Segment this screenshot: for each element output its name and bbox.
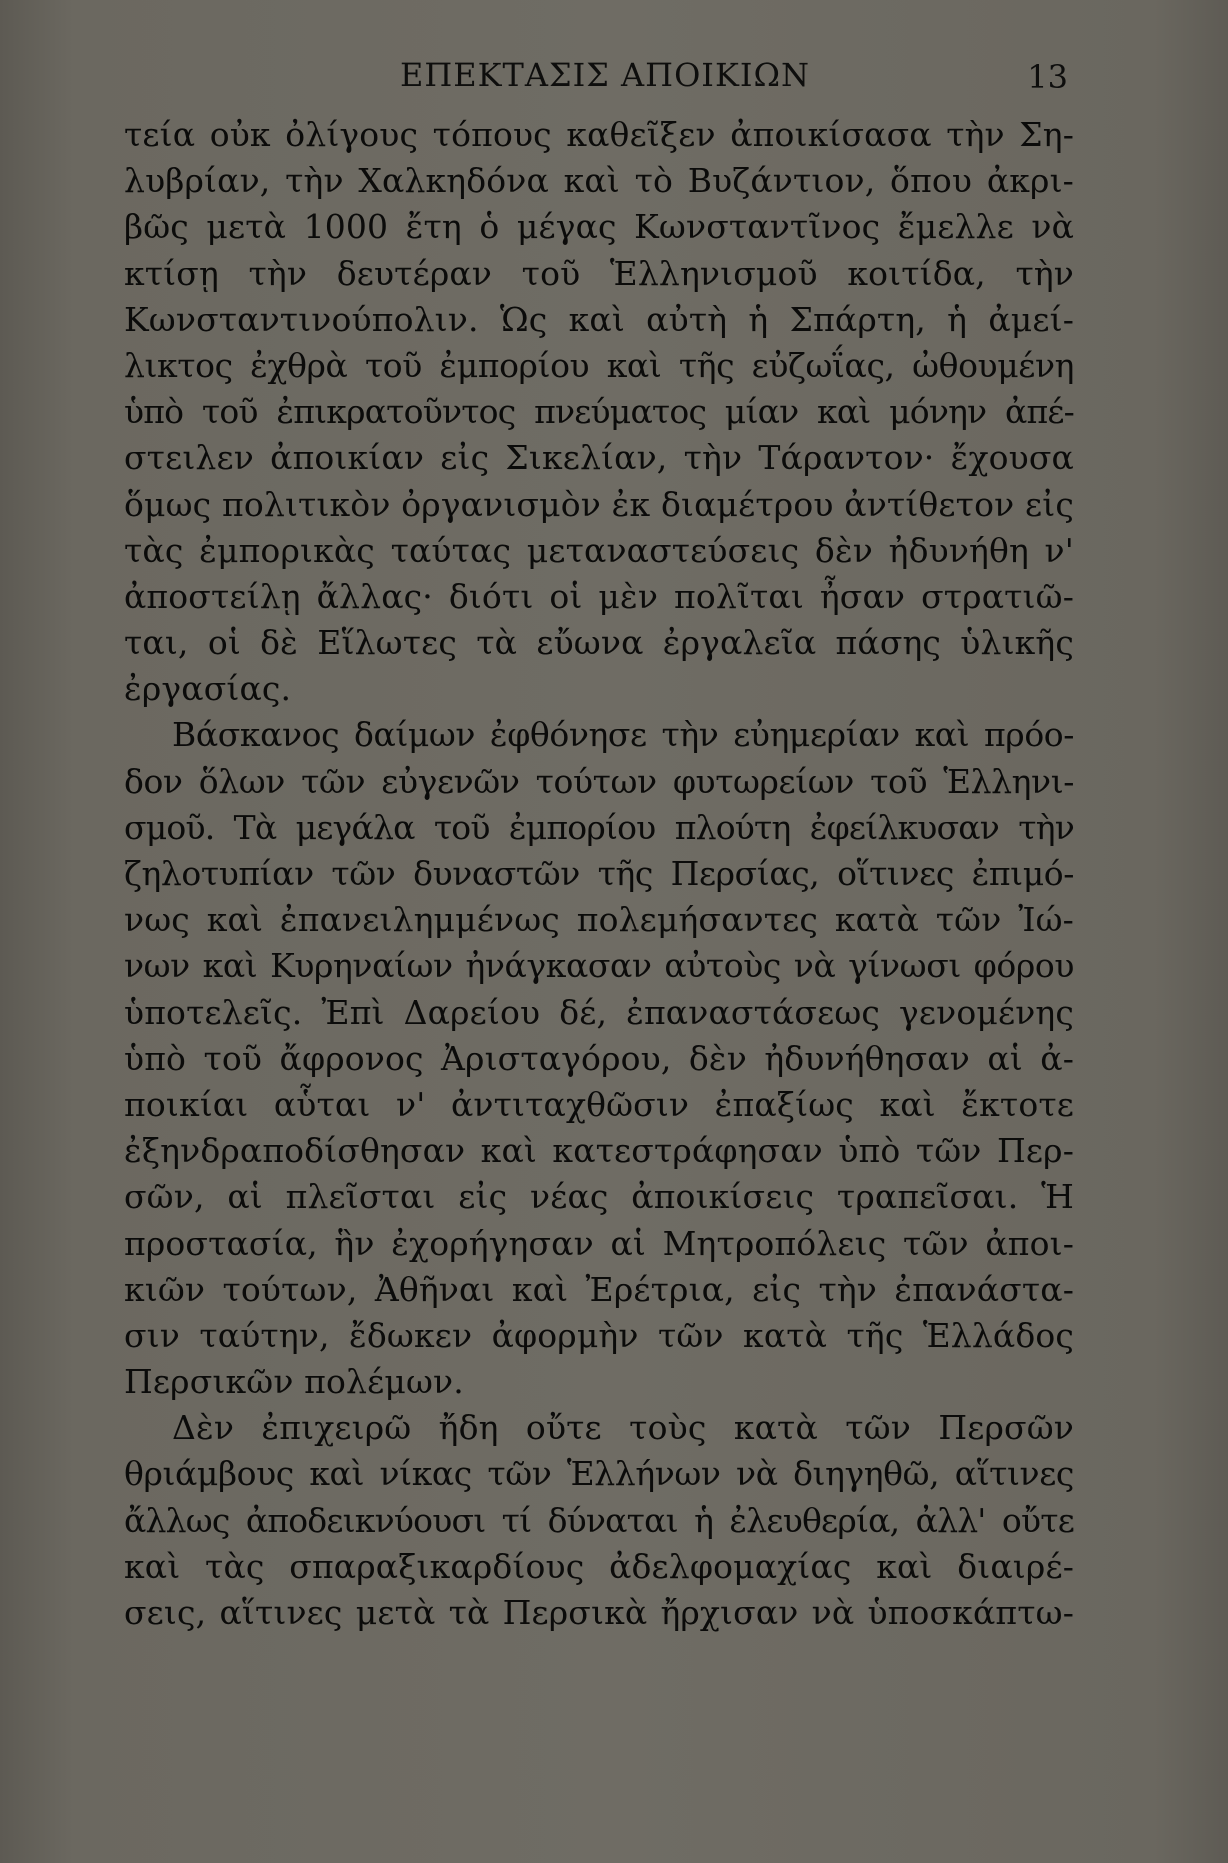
- text-line: ὑπὸ τοῦ ἐπικρατοῦντος πνεύματος μίαν καὶ μόνην ἀπέ-: [124, 392, 1074, 432]
- body-text: [124, 112, 1074, 1832]
- text-line: στειλεν ἀποικίαν εἰς Σικελίαν, τὴν Τάραντον· ἔχουσα: [124, 438, 1074, 478]
- text-line: ἄλλως ἀποδεικνύουσι τί δύναται ἡ ἐλευθερία, ἀλλ' οὔτε: [124, 1500, 1074, 1540]
- text-line: Κωνσταντινούπολιν. Ὡς καὶ αὐτὴ ἡ Σπάρτη, ἡ ἀμεί-: [124, 299, 1074, 339]
- text-line: προστασία, ἣν ἐχορήγησαν αἱ Μητροπόλεις τῶν ἀποι-: [124, 1223, 1074, 1263]
- text-line: σιν ταύτην, ἔδωκεν ἀφορμὴν τῶν κατὰ τῆς Ἑλλάδος: [124, 1315, 1074, 1355]
- text-line: ται, οἱ δὲ Εἵλωτες τὰ εὔωνα ἐργαλεῖα πάσης ὑλικῆς: [124, 623, 1074, 663]
- text-line: ἐξηνδραποδίσθησαν καὶ κατεστράφησαν ὑπὸ τῶν Περ-: [124, 1131, 1074, 1171]
- text-line: ὑπὸ τοῦ ἄφρονος Ἀρισταγόρου, δὲν ἠδυνήθησαν αἱ ἀ-: [124, 1038, 1074, 1078]
- text-line: ἐργασίας.: [124, 669, 292, 709]
- text-line: σμοῦ. Τὰ μεγάλα τοῦ ἐμπορίου πλούτη ἐφείλκυσαν τὴν: [124, 807, 1074, 847]
- text-line: βῶς μετὰ 1000 ἔτη ὁ μέγας Κωνσταντῖνος ἔμελλε νὰ: [124, 207, 1074, 247]
- text-line: κιῶν τούτων, Ἀθῆναι καὶ Ἐρέτρια, εἰς τὴν ἐπανάστα-: [124, 1269, 1074, 1309]
- text-line: ἀποστείλῃ ἄλλας· διότι οἱ μὲν πολῖται ἦσαν στρατιῶ-: [124, 576, 1074, 616]
- text-line: λικτος ἐχθρὰ τοῦ ἐμπορίου καὶ τῆς εὐζωΐας, ὠθουμένη: [124, 345, 1074, 385]
- text-line: ὅμως πολιτικὸν ὀργανισμὸν ἐκ διαμέτρου ἀντίθετον εἰς: [124, 484, 1074, 524]
- page-number: 13: [1027, 58, 1068, 96]
- text-line: ζηλοτυπίαν τῶν δυναστῶν τῆς Περσίας, οἵτινες ἐπιμό-: [124, 854, 1074, 893]
- text-line: νως καὶ ἐπανειλημμένως πολεμήσαντες κατὰ τῶν Ἰώ-: [124, 900, 1074, 940]
- text-line: καὶ τὰς σπαραξικαρδίους ἀδελφομαχίας καὶ διαιρέ-: [124, 1546, 1074, 1586]
- text-line: νων καὶ Κυρηναίων ἠνάγκασαν αὐτοὺς νὰ γίνωσι φόρου: [124, 946, 1074, 986]
- text-line: δον ὅλων τῶν εὐγενῶν τούτων φυτωρείων τοῦ Ἑλληνι-: [124, 761, 1074, 801]
- text-line: τὰς ἐμπορικὰς ταύτας μεταναστεύσεις δὲν ἠδυνήθη ν': [124, 530, 1074, 570]
- text-line: ποικίαι αὗται ν' ἀντιταχθῶσιν ἐπαξίως καὶ ἔκτοτε: [124, 1084, 1074, 1124]
- text-line: σῶν, αἱ πλεῖσται εἰς νέας ἀποικίσεις τραπεῖσαι. Ἡ: [124, 1177, 1074, 1217]
- page-header: [120, 56, 1068, 106]
- text-line: σεις, αἵτινες μετὰ τὰ Περσικὰ ἤρχισαν νὰ ὑποσκάπτω-: [124, 1593, 1074, 1632]
- running-title: ΕΠΕΚΤΑΣΙΣ ΑΠΟΙΚΙΩΝ: [400, 56, 811, 94]
- text-line: Περσικῶν πολέμων.: [124, 1362, 464, 1402]
- paragraph-start: Δὲν ἐπιχειρῶ ἤδη οὔτε τοὺς κατὰ τῶν Περσῶν: [172, 1408, 1074, 1448]
- text-line: κτίσῃ τὴν δευτέραν τοῦ Ἑλληνισμοῦ κοιτίδα, τὴν: [124, 253, 1074, 293]
- text-line: θριάμβους καὶ νίκας τῶν Ἑλλήνων νὰ διηγηθῶ, αἵτινες: [124, 1454, 1074, 1494]
- text-line: ὑποτελεῖς. Ἐπὶ Δαρείου δέ, ἐπαναστάσεως γενομένης: [124, 992, 1074, 1032]
- paragraph-start: Βάσκανος δαίμων ἐφθόνησε τὴν εὐημερίαν καὶ πρόο-: [172, 715, 1074, 755]
- text-line: λυβρίαν, τὴν Χαλκηδόνα καὶ τὸ Βυζάντιον, ὅπου ἀκρι-: [124, 161, 1074, 201]
- text-line: τεία οὐκ ὀλίγους τόπους καθεῖξεν ἀποικίσασα τὴν Ση-: [124, 115, 1074, 154]
